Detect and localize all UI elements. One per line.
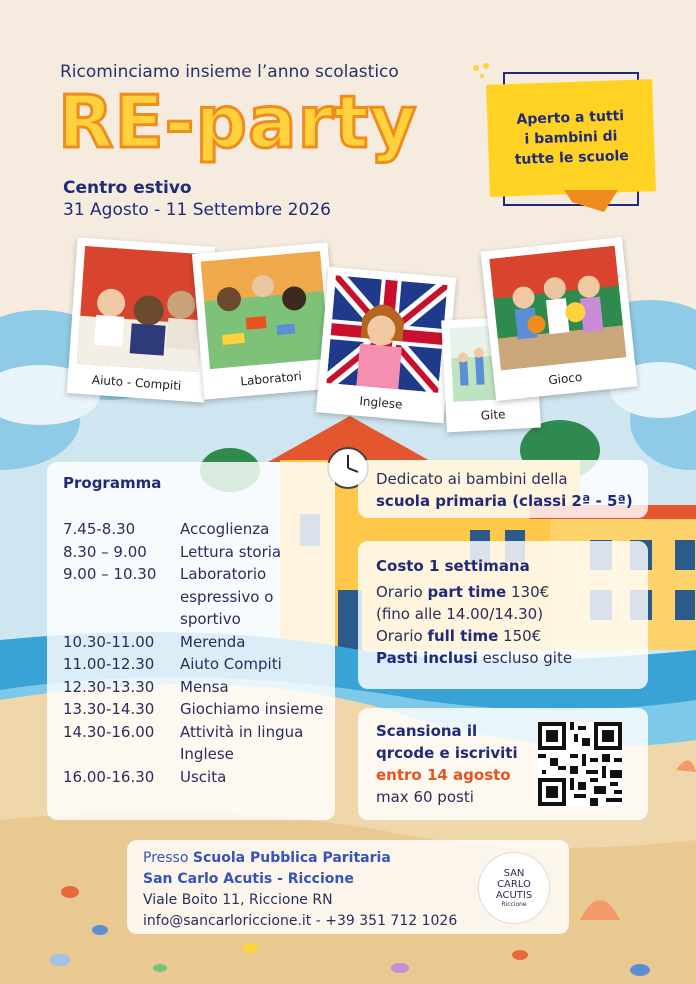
logo-text: Riccione <box>501 900 527 908</box>
schedule-time: 8.30 – 9.00 <box>63 542 147 561</box>
schedule-row <box>63 698 325 721</box>
contact-school-type: Scuola Pubblica Paritaria <box>192 850 391 866</box>
play-photo <box>489 246 626 371</box>
schedule-time: 11.00-12.30 <box>63 655 155 673</box>
schedule-time: 12.30-13.30 <box>63 677 155 696</box>
photo-caption: Gioco <box>547 369 583 388</box>
cost-meals-label: Pasti inclusi <box>376 649 478 667</box>
schedule-activity: Uscita <box>180 767 227 786</box>
logo-text: SAN <box>503 867 525 879</box>
badge-ribbon-tail <box>564 190 618 212</box>
homework-photo <box>77 246 207 372</box>
cost-fulltime-price: 150€ <box>498 627 542 645</box>
cost-fulltime <box>376 625 644 647</box>
schedule-activity: Accoglienza <box>180 520 270 538</box>
cost-meals-note: escluso gite <box>477 649 573 667</box>
cost-fulltime-label: full time <box>427 627 499 645</box>
event-dates: 31 Agosto - 11 Settembre 2026 <box>63 200 331 220</box>
schedule-activity: Lettura storia <box>180 542 282 561</box>
photo-caption: Inglese <box>358 393 404 412</box>
schedule-row <box>63 766 325 789</box>
english-photo <box>326 275 447 392</box>
event-subtitle: Ricominciamo insieme l’anno scolastico <box>60 62 399 82</box>
qr-code[interactable] <box>538 722 622 806</box>
contact-school-name: San Carlo Acutis - Riccione <box>143 871 354 887</box>
signup-text <box>376 720 536 808</box>
photo-card-play <box>481 237 638 401</box>
signup-deadline: entro 14 agosto <box>376 766 511 784</box>
logo-text: CARLO <box>497 878 531 890</box>
cost-parttime-note: (fino alle 14.00/14.30) <box>376 605 544 623</box>
schedule-row <box>63 676 325 699</box>
contact-address: Viale Boito 11, Riccione RN <box>143 892 333 908</box>
contact-text <box>143 848 463 932</box>
schedule-title: Programma <box>63 474 162 492</box>
school-logo <box>478 852 550 924</box>
logo-text: ACUTIS <box>495 889 533 901</box>
cost-parttime-label: part time <box>427 583 507 601</box>
contact-details[interactable]: info@sancarloriccione.it - +39 351 712 1026 <box>143 913 458 929</box>
schedule-row <box>63 541 325 564</box>
schedule-time: 14.30-16.00 <box>63 722 155 741</box>
cost-label: Orario <box>376 583 428 601</box>
schedule-time: 9.00 – 10.30 <box>63 565 157 583</box>
badge-text: Aperto a tutti i bambini di tutte le scuole <box>514 107 629 169</box>
open-to-all-badge <box>486 79 656 197</box>
schedule-activity: Laboratorio espressivo o sportivo <box>180 565 274 628</box>
photo-caption: Gite <box>480 407 506 423</box>
schedule-activity: Merenda <box>180 632 246 651</box>
sparkle-dots-icon <box>472 62 496 82</box>
schedule-activity: Attività in lingua Inglese <box>180 722 304 763</box>
photo-card-labs <box>192 242 340 399</box>
labs-photo <box>201 251 330 369</box>
contact-presso: Presso <box>143 850 193 866</box>
schedule-time: 10.30-11.00 <box>63 632 155 651</box>
schedule-row <box>63 721 325 766</box>
photo-caption: Aiuto - Compiti <box>91 372 182 393</box>
signup-line2: qrcode e iscriviti <box>376 744 518 762</box>
audience-classes: scuola primaria (classi 2ª - 5ª) <box>376 492 633 510</box>
signup-capacity: max 60 posti <box>376 788 474 806</box>
signup-line1: Scansiona il <box>376 722 478 740</box>
schedule-row <box>63 518 325 541</box>
event-kind: Centro estivo <box>63 178 192 198</box>
schedule-list <box>63 518 325 788</box>
cost-parttime-price: 130€ <box>506 583 550 601</box>
schedule-activity: Mensa <box>180 677 229 696</box>
cost-text <box>376 555 644 669</box>
schedule-time: 13.30-14.30 <box>63 700 155 718</box>
photo-caption: Laboratori <box>239 369 303 389</box>
cost-label: Orario <box>376 627 428 645</box>
cost-parttime <box>376 581 644 603</box>
schedule-row <box>63 653 325 676</box>
schedule-row <box>63 563 325 631</box>
cost-title: Costo 1 settimana <box>376 557 530 575</box>
photo-card-english <box>316 267 456 424</box>
contact-venue <box>143 848 463 869</box>
cost-meals <box>376 647 644 669</box>
event-title: RE-party <box>58 80 418 164</box>
schedule-row <box>63 631 325 654</box>
schedule-activity: Giochiamo insieme <box>180 700 324 718</box>
audience-text <box>376 468 644 512</box>
schedule-activity: Aiuto Compiti <box>180 655 282 673</box>
schedule-time: 7.45-8.30 <box>63 520 136 538</box>
schedule-time: 16.00-16.30 <box>63 767 155 786</box>
audience-line: Dedicato ai bambini della <box>376 470 568 488</box>
